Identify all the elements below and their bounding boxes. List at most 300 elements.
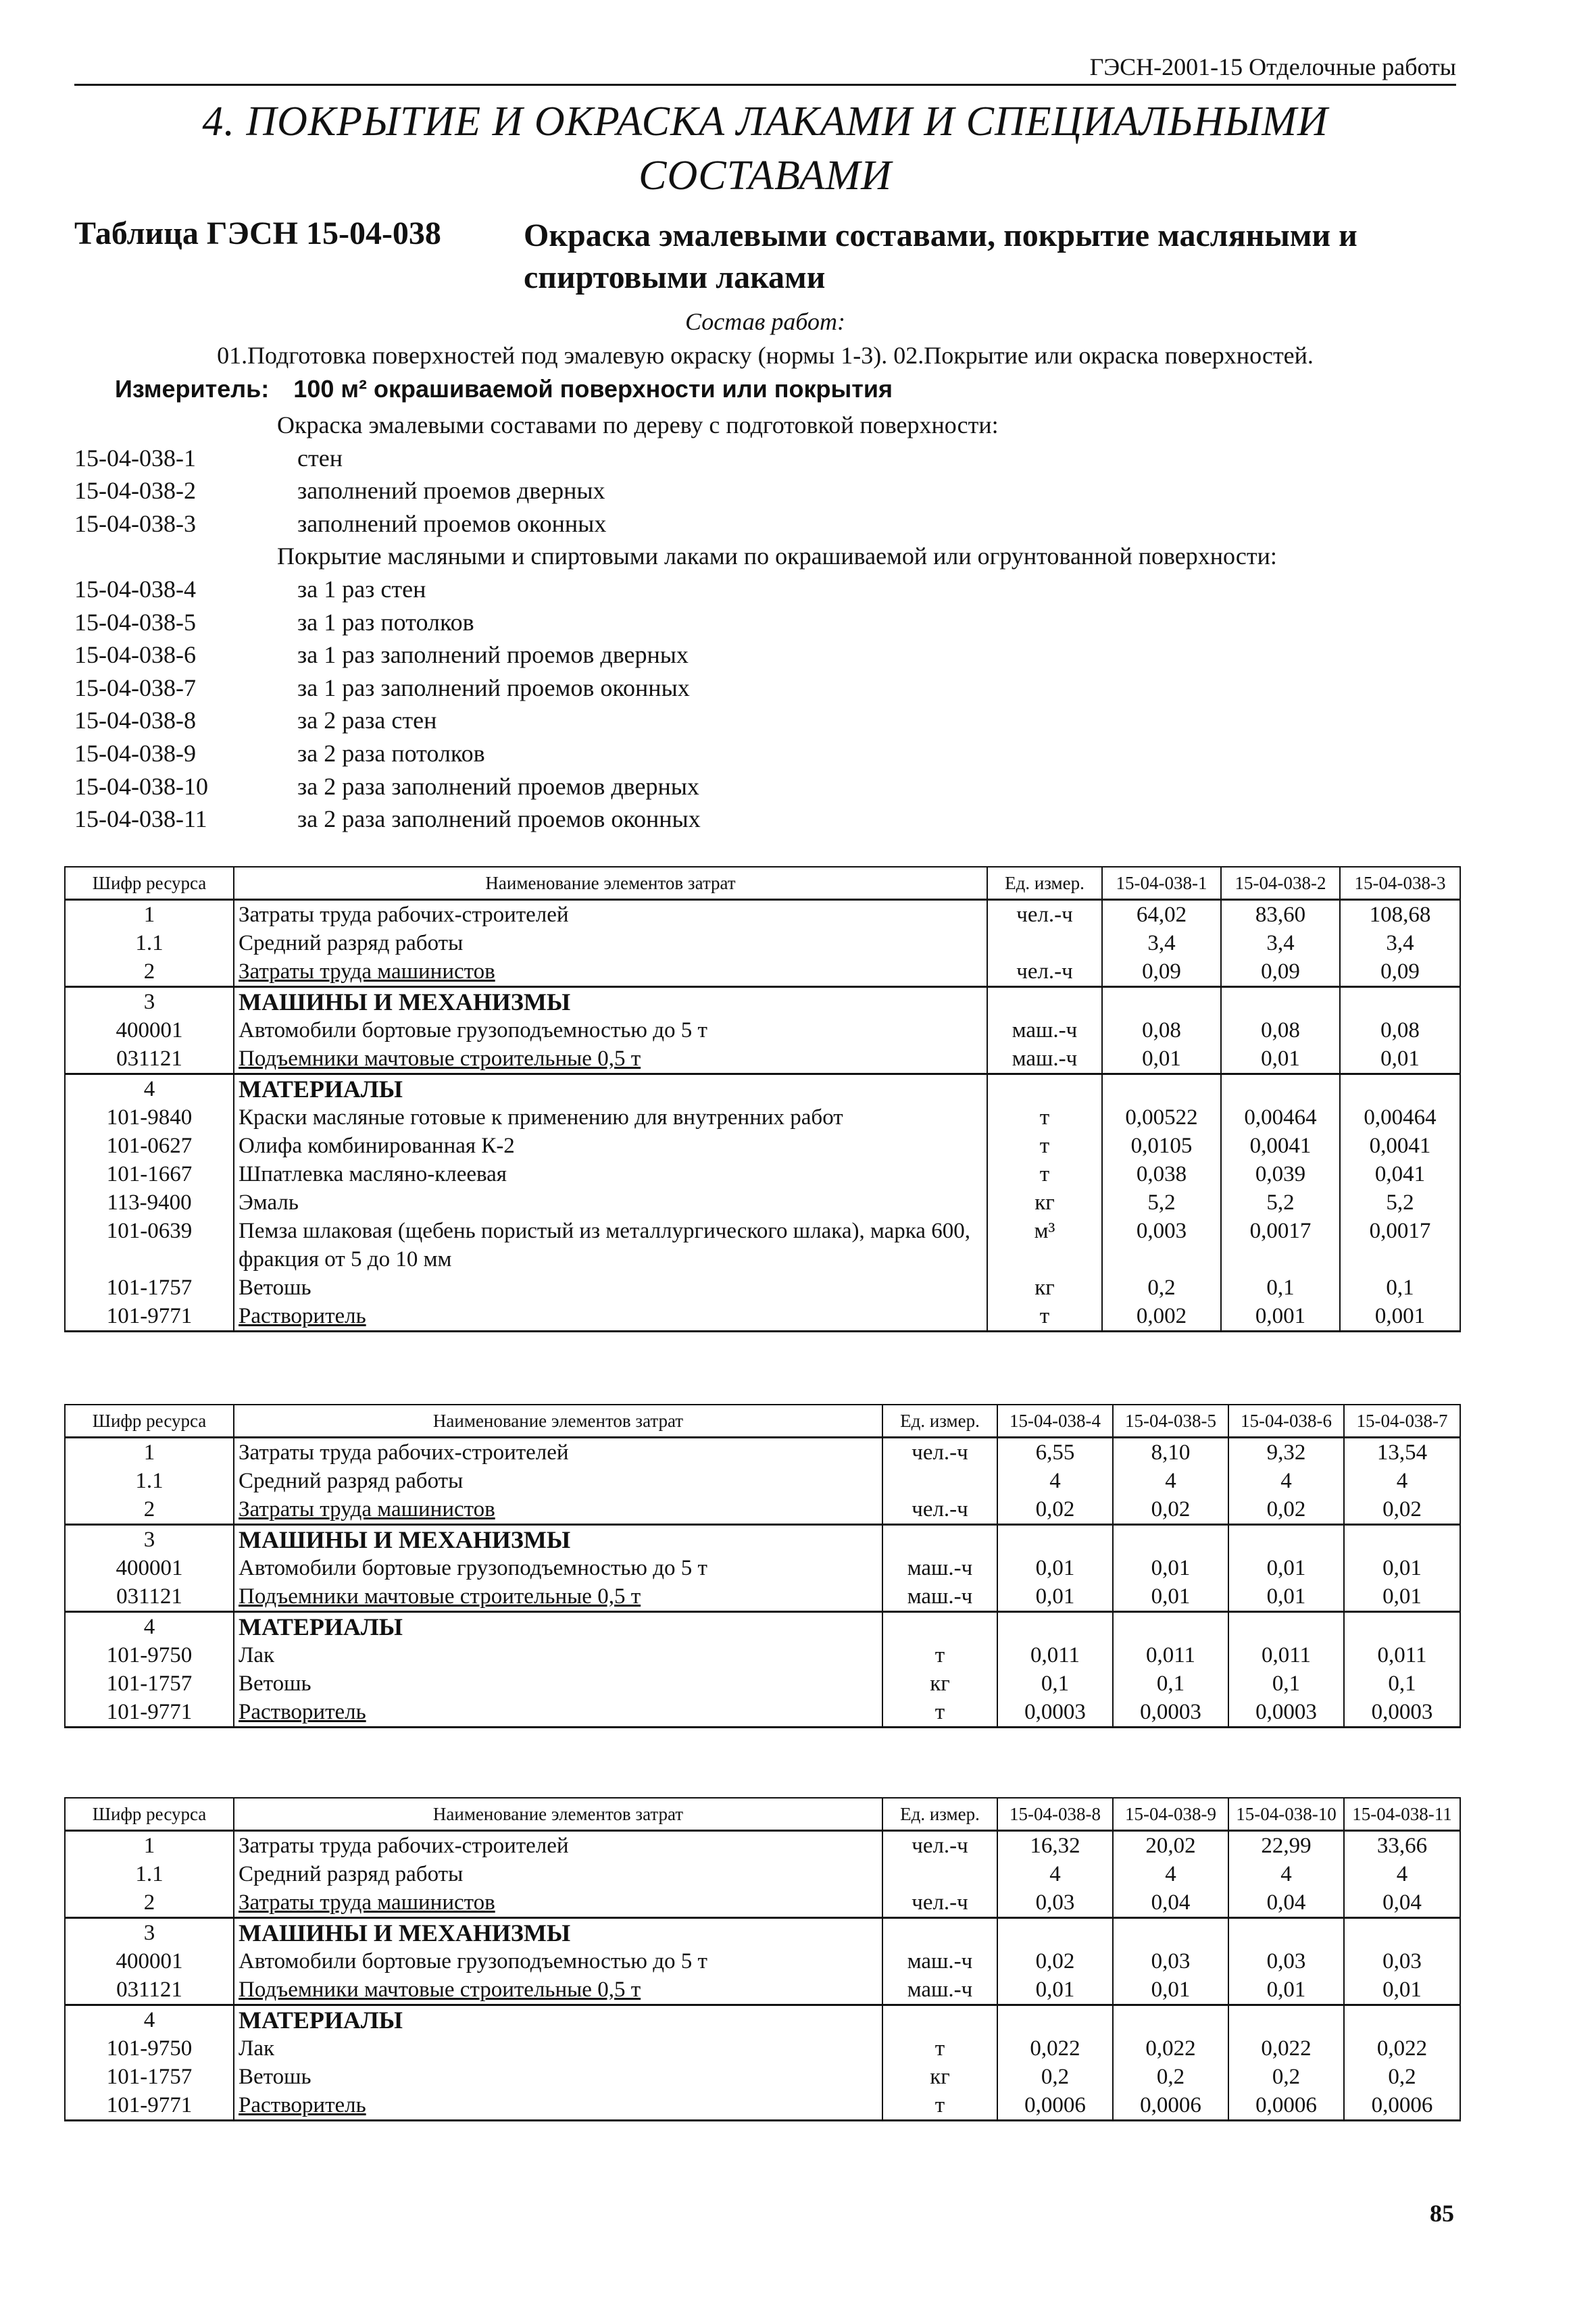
resource-unit: т	[987, 1103, 1102, 1132]
norm-row	[74, 737, 485, 770]
table-row	[65, 900, 1460, 930]
resource-value	[1113, 2005, 1228, 2035]
resource-code: 113-9400	[65, 1188, 234, 1217]
resource-value: 0,011	[1344, 1641, 1460, 1669]
resource-value: 0,039	[1221, 1160, 1340, 1188]
norm-group-title: Покрытие масляными и спиртовыми лаками по окрашиваемой или огрунтованной поверхности:	[277, 543, 1277, 570]
resource-value: 0,1	[1113, 1669, 1228, 1698]
resource-value: 33,66	[1344, 1831, 1460, 1861]
table-row	[65, 1016, 1460, 1045]
norm-code: 15-04-038-8	[74, 707, 196, 734]
resource-unit	[882, 2005, 997, 2035]
resource-unit	[987, 987, 1102, 1017]
resource-value: 0,2	[1228, 2063, 1344, 2091]
resource-unit: т	[882, 1641, 997, 1669]
header-norm-code: 15-04-038-11	[1344, 1798, 1460, 1831]
table-row	[65, 2063, 1460, 2091]
resource-value: 0,02	[997, 1947, 1113, 1976]
table-row	[65, 1495, 1460, 1525]
resource-value: 64,02	[1102, 900, 1221, 930]
resource-code: 101-0627	[65, 1132, 234, 1160]
resource-value: 4	[1113, 1467, 1228, 1495]
resource-name: Средний разряд работы	[234, 929, 987, 957]
resource-value: 0,1	[997, 1669, 1113, 1698]
table-row	[65, 2091, 1460, 2121]
section-name: МАТЕРИАЛЫ	[234, 1612, 882, 1642]
table-row	[65, 1074, 1460, 1104]
resource-code: 2	[65, 1888, 234, 1918]
resource-value: 0,01	[997, 1554, 1113, 1582]
resource-code: 101-9750	[65, 1641, 234, 1669]
resource-value: 13,54	[1344, 1438, 1460, 1467]
resource-value: 0,02	[1113, 1495, 1228, 1525]
table-row	[65, 1132, 1460, 1160]
resource-code: 031121	[65, 1045, 234, 1074]
resource-unit: м³	[987, 1217, 1102, 1274]
resource-name: Растворитель	[234, 1698, 882, 1728]
resource-unit: т	[882, 1698, 997, 1728]
resource-value	[1228, 1918, 1344, 1948]
table-row	[65, 2005, 1460, 2035]
norm-row	[74, 704, 437, 737]
resource-code: 101-9750	[65, 2034, 234, 2063]
resource-value: 0,2	[997, 2063, 1113, 2091]
norm-code: 15-04-038-10	[74, 772, 208, 800]
resource-value: 0,011	[997, 1641, 1113, 1669]
resource-value: 0,001	[1221, 1302, 1340, 1332]
resource-value: 0,022	[997, 2034, 1113, 2063]
resource-name: Краски масляные готовые к применению для внутренних работ	[234, 1103, 987, 1132]
resource-code: 1.1	[65, 1467, 234, 1495]
resource-value: 0,04	[1344, 1888, 1460, 1918]
norm-code: 15-04-038-6	[74, 641, 196, 669]
resource-table-3	[64, 1797, 1461, 2121]
resource-value	[1221, 1074, 1340, 1104]
resource-value: 0,01	[1228, 1554, 1344, 1582]
resource-value: 0,2	[1113, 2063, 1228, 2091]
header-norm-code: 15-04-038-9	[1113, 1798, 1228, 1831]
resource-value: 0,04	[1228, 1888, 1344, 1918]
table-row	[65, 1976, 1460, 2005]
resource-value: 0,0003	[1228, 1698, 1344, 1728]
table-row	[65, 1612, 1460, 1642]
resource-name: Затраты труда машинистов	[234, 957, 987, 987]
norm-description: за 2 раза заполнений проемов дверных	[297, 772, 699, 800]
resource-name: Затраты труда машинистов	[234, 1888, 882, 1918]
resource-value: 4	[1344, 1860, 1460, 1888]
resource-unit: чел.-ч	[882, 1831, 997, 1861]
table-row	[65, 1918, 1460, 1948]
norm-description: за 2 раза заполнений проемов оконных	[297, 805, 701, 833]
resource-name: Средний разряд работы	[234, 1467, 882, 1495]
table-row	[65, 2034, 1460, 2063]
table-row	[65, 1274, 1460, 1302]
norm-code: 15-04-038-4	[74, 575, 196, 603]
resource-value	[1340, 987, 1460, 1017]
resource-value	[1113, 1612, 1228, 1642]
section-title: 4. ПОКРЫТИЕ И ОКРАСКА ЛАКАМИ И СПЕЦИАЛЬНЫМИ СОСТАВАМИ	[202, 99, 1328, 199]
resource-code: 1.1	[65, 1860, 234, 1888]
table-row	[65, 1188, 1460, 1217]
norm-code: 15-04-038-11	[74, 805, 207, 833]
resource-value: 0,0105	[1102, 1132, 1221, 1160]
resource-value: 0,041	[1340, 1160, 1460, 1188]
resource-value: 0,2	[1102, 1274, 1221, 1302]
header-code: Шифр ресурса	[65, 1405, 234, 1438]
resource-code: 101-1757	[65, 1669, 234, 1698]
resource-value: 16,32	[997, 1831, 1113, 1861]
table-row	[65, 1554, 1460, 1582]
table-row	[65, 1302, 1460, 1332]
resource-value: 0,001	[1340, 1302, 1460, 1332]
norm-description: стен	[297, 444, 343, 472]
resource-value: 0,09	[1221, 957, 1340, 987]
resource-value: 0,03	[1344, 1947, 1460, 1976]
norm-description: за 1 раз потолков	[297, 608, 474, 636]
resource-name: Подъемники мачтовые строительные 0,5 т	[234, 1045, 987, 1074]
resource-code: 101-9771	[65, 2091, 234, 2121]
resource-value: 4	[997, 1860, 1113, 1888]
resource-value: 4	[997, 1467, 1113, 1495]
resource-name: Ветошь	[234, 1274, 987, 1302]
resource-unit	[882, 1860, 997, 1888]
header-norm-code: 15-04-038-6	[1228, 1405, 1344, 1438]
resource-name: Затраты труда рабочих-строителей	[234, 900, 987, 930]
norm-description: за 2 раза стен	[297, 707, 437, 734]
resource-value: 6,55	[997, 1438, 1113, 1467]
resource-value: 0,01	[1344, 1554, 1460, 1582]
resource-value: 22,99	[1228, 1831, 1344, 1861]
resource-code: 031121	[65, 1976, 234, 2005]
resource-value	[997, 1525, 1113, 1555]
resource-name: Затраты труда машинистов	[234, 1495, 882, 1525]
resource-unit: т	[882, 2034, 997, 2063]
resource-unit: кг	[882, 2063, 997, 2091]
norm-code: 15-04-038-1	[74, 444, 196, 472]
resource-unit: кг	[987, 1274, 1102, 1302]
resource-value	[1344, 1918, 1460, 1948]
resource-table-1	[64, 866, 1461, 1332]
section-name: МАШИНЫ И МЕХАНИЗМЫ	[234, 1525, 882, 1555]
resource-value: 0,00522	[1102, 1103, 1221, 1132]
norm-code-list	[74, 409, 1277, 836]
resource-unit: маш.-ч	[882, 1947, 997, 1976]
section-name: МАТЕРИАЛЫ	[234, 2005, 882, 2035]
header-norm-code: 15-04-038-2	[1221, 867, 1340, 900]
resource-value: 0,02	[1228, 1495, 1344, 1525]
resource-value: 0,022	[1344, 2034, 1460, 2063]
resource-code: 400001	[65, 1947, 234, 1976]
resource-value	[997, 1612, 1113, 1642]
resource-value	[1113, 1918, 1228, 1948]
resource-value: 9,32	[1228, 1438, 1344, 1467]
resource-unit: чел.-ч	[882, 1438, 997, 1467]
resource-unit: чел.-ч	[987, 957, 1102, 987]
norm-group-title: Окраска эмалевыми составами по дереву с подготовкой поверхности:	[277, 411, 999, 438]
resource-value	[1228, 1525, 1344, 1555]
resource-value	[1102, 1074, 1221, 1104]
resource-value: 5,2	[1340, 1188, 1460, 1217]
resource-value	[1228, 1612, 1344, 1642]
header-unit: Ед. измер.	[882, 1405, 997, 1438]
resource-value: 0,0041	[1340, 1132, 1460, 1160]
resource-value: 0,01	[1102, 1045, 1221, 1074]
resource-code: 031121	[65, 1582, 234, 1612]
table-row	[65, 987, 1460, 1017]
resource-code: 1.1	[65, 929, 234, 957]
resource-code: 2	[65, 957, 234, 987]
measure-value: 100 м² окрашиваемой поверхности или покрытия	[293, 375, 893, 403]
table-row	[65, 1641, 1460, 1669]
resource-value: 0,01	[1221, 1045, 1340, 1074]
resource-code: 101-1667	[65, 1160, 234, 1188]
resource-name: Подъемники мачтовые строительные 0,5 т	[234, 1582, 882, 1612]
resource-value: 0,01	[1344, 1582, 1460, 1612]
resource-unit: т	[987, 1132, 1102, 1160]
header-code: Шифр ресурса	[65, 1798, 234, 1831]
norm-row	[74, 672, 690, 705]
resource-value	[1113, 1525, 1228, 1555]
resource-code: 101-9840	[65, 1103, 234, 1132]
resource-value: 0,0017	[1221, 1217, 1340, 1274]
resource-code: 1	[65, 1831, 234, 1861]
header-norm-code: 15-04-038-8	[997, 1798, 1113, 1831]
resource-name: Лак	[234, 2034, 882, 2063]
resource-unit: чел.-ч	[882, 1495, 997, 1525]
resource-value: 0,01	[997, 1976, 1113, 2005]
resource-value	[1228, 2005, 1344, 2035]
resource-value: 0,00464	[1340, 1103, 1460, 1132]
resource-value	[1102, 987, 1221, 1017]
norm-row	[74, 573, 426, 606]
work-caption: Состав работ:	[685, 308, 845, 335]
resource-value: 0,03	[997, 1888, 1113, 1918]
resource-value: 0,03	[1113, 1947, 1228, 1976]
resource-code: 2	[65, 1495, 234, 1525]
resource-value	[997, 1918, 1113, 1948]
norm-description: заполнений проемов дверных	[297, 477, 605, 505]
resource-value: 0,0003	[1344, 1698, 1460, 1728]
resource-value: 0,01	[1344, 1976, 1460, 2005]
resource-unit	[987, 1074, 1102, 1104]
resource-value: 0,04	[1113, 1888, 1228, 1918]
resource-value: 0,1	[1221, 1274, 1340, 1302]
table-row	[65, 1831, 1460, 1861]
norm-row	[74, 638, 689, 672]
resource-unit: т	[882, 2091, 997, 2121]
header-norm-code: 15-04-038-7	[1344, 1405, 1460, 1438]
resource-value: 0,02	[1344, 1495, 1460, 1525]
resource-value: 0,01	[997, 1582, 1113, 1612]
resource-code: 400001	[65, 1554, 234, 1582]
resource-value: 0,2	[1344, 2063, 1460, 2091]
resource-name: Ветошь	[234, 2063, 882, 2091]
resource-unit: маш.-ч	[987, 1045, 1102, 1074]
resource-unit: т	[987, 1302, 1102, 1332]
header-norm-code: 15-04-038-3	[1340, 867, 1460, 900]
resource-unit	[882, 1918, 997, 1948]
norm-code: 15-04-038-2	[74, 477, 196, 505]
resource-code: 101-1757	[65, 2063, 234, 2091]
table-row	[65, 1160, 1460, 1188]
resource-value: 0,038	[1102, 1160, 1221, 1188]
table-row	[65, 929, 1460, 957]
resource-value	[1221, 987, 1340, 1017]
norm-row	[74, 606, 474, 639]
table-row	[65, 1888, 1460, 1918]
resource-value: 20,02	[1113, 1831, 1228, 1861]
table-name: Окраска эмалевыми составами, покрытие масляными и спиртовыми лаками	[524, 218, 1357, 295]
norm-description: за 1 раз стен	[297, 575, 426, 603]
norm-code: 15-04-038-9	[74, 739, 196, 767]
work-text: 01.Подготовка поверхностей под эмалевую окраску (нормы 1-3). 02.Покрытие или окраска поверхностей.	[217, 342, 1314, 369]
resource-name: Шпатлевка масляно-клеевая	[234, 1160, 987, 1188]
norm-code: 15-04-038-5	[74, 608, 196, 636]
table-id: Таблица ГЭСН 15-04-038	[74, 216, 441, 251]
resource-value: 0,011	[1228, 1641, 1344, 1669]
resource-unit: чел.-ч	[882, 1888, 997, 1918]
norm-row	[74, 442, 343, 475]
resource-value: 0,0006	[1113, 2091, 1228, 2121]
resource-value	[1344, 1612, 1460, 1642]
resource-value: 108,68	[1340, 900, 1460, 930]
resource-value	[997, 2005, 1113, 2035]
resource-code: 3	[65, 987, 234, 1017]
resource-name: Растворитель	[234, 1302, 987, 1332]
resource-name: Средний разряд работы	[234, 1860, 882, 1888]
header-unit: Ед. измер.	[882, 1798, 997, 1831]
resource-name: Пемза шлаковая (щебень пористый из металлургического шлака), марка 600, фракция от 5 до 10 мм	[234, 1217, 987, 1274]
resource-code: 4	[65, 1074, 234, 1104]
resource-name: Автомобили бортовые грузоподъемностью до 5 т	[234, 1947, 882, 1976]
resource-unit: маш.-ч	[882, 1582, 997, 1612]
resource-value: 0,0006	[1228, 2091, 1344, 2121]
resource-name: Ветошь	[234, 1669, 882, 1698]
norm-description: за 1 раз заполнений проемов оконных	[297, 674, 690, 701]
table-row	[65, 1947, 1460, 1976]
running-header: ГЭСН-2001-15 Отделочные работы	[74, 53, 1456, 86]
table-row	[65, 957, 1460, 987]
resource-value: 0,01	[1113, 1554, 1228, 1582]
header-name: Наименование элементов затрат	[234, 1405, 882, 1438]
resource-unit: кг	[882, 1669, 997, 1698]
norm-row	[74, 803, 701, 836]
resource-value: 4	[1228, 1467, 1344, 1495]
table-row	[65, 1217, 1460, 1274]
resource-value: 0,0041	[1221, 1132, 1340, 1160]
resource-code: 3	[65, 1918, 234, 1948]
resource-value: 0,0006	[1344, 2091, 1460, 2121]
resource-table-2	[64, 1404, 1461, 1728]
header-norm-code: 15-04-038-5	[1113, 1405, 1228, 1438]
resource-value: 0,1	[1228, 1669, 1344, 1698]
resource-value: 0,08	[1340, 1016, 1460, 1045]
resource-code: 1	[65, 1438, 234, 1467]
resource-code: 101-9771	[65, 1302, 234, 1332]
resource-unit	[882, 1525, 997, 1555]
resource-value: 0,01	[1228, 1582, 1344, 1612]
norm-row	[74, 474, 605, 507]
resource-value: 4	[1113, 1860, 1228, 1888]
resource-value: 5,2	[1102, 1188, 1221, 1217]
header-code: Шифр ресурса	[65, 867, 234, 900]
resource-name: Затраты труда рабочих-строителей	[234, 1438, 882, 1467]
resource-value: 4	[1344, 1467, 1460, 1495]
resource-value: 0,0017	[1340, 1217, 1460, 1274]
table-row	[65, 1698, 1460, 1728]
resource-value: 0,01	[1113, 1582, 1228, 1612]
resource-unit: маш.-ч	[882, 1976, 997, 2005]
resource-code: 101-0639	[65, 1217, 234, 1274]
resource-value: 0,002	[1102, 1302, 1221, 1332]
norm-description: за 2 раза потолков	[297, 739, 485, 767]
norm-row	[74, 507, 607, 540]
resource-code: 4	[65, 1612, 234, 1642]
resource-value: 0,003	[1102, 1217, 1221, 1274]
resource-value: 0,01	[1113, 1976, 1228, 2005]
resource-unit	[987, 929, 1102, 957]
resource-value: 0,03	[1228, 1947, 1344, 1976]
resource-value: 0,0003	[997, 1698, 1113, 1728]
resource-unit: маш.-ч	[882, 1554, 997, 1582]
resource-name: Эмаль	[234, 1188, 987, 1217]
resource-unit: чел.-ч	[987, 900, 1102, 930]
resource-code: 101-1757	[65, 1274, 234, 1302]
resource-value: 0,08	[1221, 1016, 1340, 1045]
table-row	[65, 1860, 1460, 1888]
section-name: МАШИНЫ И МЕХАНИЗМЫ	[234, 987, 987, 1017]
resource-value: 0,0006	[997, 2091, 1113, 2121]
resource-code: 4	[65, 2005, 234, 2035]
resource-name: Затраты труда рабочих-строителей	[234, 1831, 882, 1861]
resource-value: 0,1	[1340, 1274, 1460, 1302]
measure-line	[115, 375, 893, 403]
header-norm-code: 15-04-038-4	[997, 1405, 1113, 1438]
resource-value: 3,4	[1221, 929, 1340, 957]
resource-code: 101-9771	[65, 1698, 234, 1728]
resource-value	[1344, 2005, 1460, 2035]
norm-row	[74, 770, 699, 803]
resource-name: Автомобили бортовые грузоподъемностью до 5 т	[234, 1554, 882, 1582]
resource-value: 0,09	[1102, 957, 1221, 987]
norm-code: 15-04-038-3	[74, 509, 196, 537]
resource-value: 0,1	[1344, 1669, 1460, 1698]
resource-value: 0,01	[1228, 1976, 1344, 2005]
table-row	[65, 1438, 1460, 1467]
resource-value: 0,09	[1340, 957, 1460, 987]
resource-unit	[882, 1467, 997, 1495]
resource-value: 0,08	[1102, 1016, 1221, 1045]
norm-code: 15-04-038-7	[74, 674, 196, 701]
table-row	[65, 1045, 1460, 1074]
norm-row	[74, 540, 1277, 573]
resource-code: 400001	[65, 1016, 234, 1045]
header-norm-code: 15-04-038-1	[1102, 867, 1221, 900]
resource-value: 4	[1228, 1860, 1344, 1888]
resource-name: Подъемники мачтовые строительные 0,5 т	[234, 1976, 882, 2005]
header-name: Наименование элементов затрат	[234, 1798, 882, 1831]
resource-value: 0,022	[1228, 2034, 1344, 2063]
resource-value: 0,011	[1113, 1641, 1228, 1669]
resource-value: 3,4	[1102, 929, 1221, 957]
resource-code: 1	[65, 900, 234, 930]
header-name: Наименование элементов затрат	[234, 867, 987, 900]
measure-label: Измеритель:	[115, 375, 270, 403]
resource-value	[1340, 1074, 1460, 1104]
table-row	[65, 1582, 1460, 1612]
resource-value: 83,60	[1221, 900, 1340, 930]
norm-row	[74, 409, 999, 442]
